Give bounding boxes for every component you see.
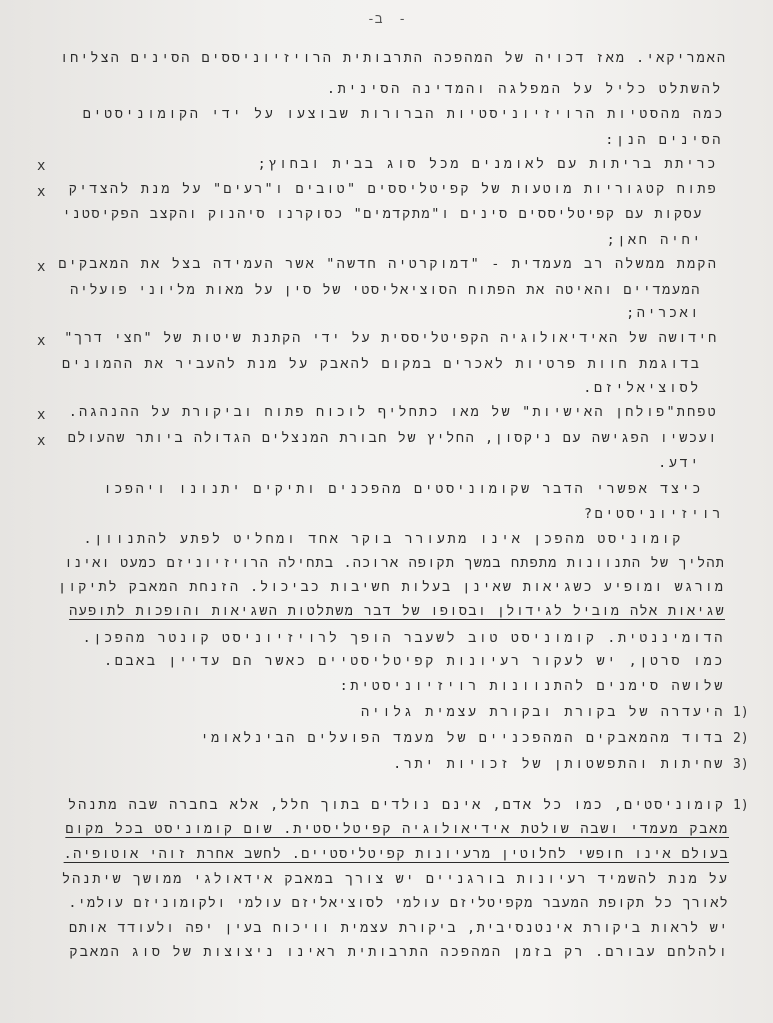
underlined-line: שגיאות אלה מוביל לגידולן ובסופו של דבר משתלטות השגיאות והופכות לתופעה (69, 603, 725, 619)
text-line: פתוח קטגוריות מוטעות של קפיטליססים "טובים ו"רעים" על מנת להצדיק (68, 181, 718, 197)
text-line: טפחת"פולחן האישיות" של מאו כתחליף לוכוח פתוח וביקורת על ההנהגה. (68, 404, 718, 420)
text-line: שלושה סימנים להתנוונות רויזיוניסטית: (339, 678, 725, 694)
text-line: לסוציאליזם. (583, 380, 701, 396)
bullet-marker: x (37, 259, 46, 275)
bullet-marker: x (37, 433, 46, 449)
text-line: קומוניסט מהפכן אינו מתעורר בוקר אחד ומחליט לפתע להתנוון. (83, 531, 683, 547)
text-line: להשתלט כליל על המפלגה והמדינה הסינית. (326, 81, 723, 97)
text-line: בדוד מהמאבקים המהפכניים של מעמד הפועלים הבינלאומי (200, 730, 725, 746)
text-line: קומוניסטים, כמו כל אדם, אינם נולדים בתוך חלל, אלא בחברה שבה מתנהל (68, 797, 725, 813)
text-line: יחיה חאן; (606, 232, 703, 248)
bullet-marker: x (37, 184, 46, 200)
text-line: חידושה של האידיאולוגיה הקפיטליססית על ידי הקתנת שיטות של "חצי דרך" (64, 330, 718, 346)
list-number: 1) (733, 705, 749, 720)
list-number: 1) (733, 798, 749, 813)
text-line: כמו סרטן, יש לעקור רעיונות קפיטליסטיים כאשר הם עדיין באבם. (104, 653, 725, 669)
bullet-marker: x (37, 158, 46, 174)
text-line: היעדרה של בקורת ובקורת עצמית גלויה (361, 704, 725, 720)
text-line: הסינים הנן: (605, 132, 723, 148)
text-line: תהליך של התנוונות מתפתח במשך תקופה ארוכה. בתחילה הרויזיוניזם כמעט ואינו (64, 555, 725, 571)
text-line: על מנת להשמיד רעיונות בורגניים יש צורך במאבק אידאולגי ממושך שיתנהל (62, 871, 729, 887)
text-line: ידע. (658, 455, 701, 471)
text-line: שחיתות והתפשטותן של זכויות יתר. (393, 756, 725, 772)
bullet-marker: x (37, 407, 46, 423)
text-line: לאורך כל תקופת המעבר מקפיטליזם עולמי לסוציאליזם עולמי ולקומוניזם עולמי. (68, 895, 729, 911)
text-line: רויזיוניסטים? (583, 506, 723, 522)
bullet-marker: x (37, 333, 46, 349)
text-line: עסקות עם קפיטליססים סינים ו"מתקדמים" כסוקרנו סיהנוק והקצב הפקיסטני (62, 206, 703, 222)
text-line: בדוגמת חוות פרטיות לאכרים במקום להאבק על מנת להעביר את ההמונים (62, 356, 701, 372)
list-number: 2) (733, 731, 749, 746)
page-marker: -‏ ב - (366, 12, 407, 27)
text-line: כריתת בריתות עם לאומנים מכל סוג בבית ובחוץ; (257, 156, 718, 172)
underlined-line: מאבק מעמדי ושבה שולטת אידיאולוגיה קפיטליסטית. שום קומוניסט בכל מקום (65, 821, 729, 837)
text-line: הקמת ממשלה רב מעמדית - "דמוקרטיה חדשה" אשר העמידה בצל את המאבקים (58, 256, 718, 272)
text-line: יש לראות ביקורת אינטנסיבית, ביקורת עצמית וויכוח בעין יפה ולעודד אותם (69, 920, 729, 936)
text-line: מורגש ומופיע כשגיאות שאינן בעלות חשיבות כביכול. הזנחת המאבק לתיקון (58, 579, 725, 595)
text-line: כיצד אפשרי הדבר שקומוניסטים מהפכנים ותיקים יתנונו ויהפכו (103, 481, 703, 497)
underlined-line: בעולם אינו חופשי לחלוטין מרעיונות קפיטליסטיים. לחשב אחרת זוהי אוטופיה. (63, 846, 729, 862)
text-line: ולהלחם עבורם. רק בזמן המהפכה התרבותית ראינו ניצוצות של סוג המאבק (69, 944, 729, 960)
text-line: ועכשיו הפגישה עם ניקסון, החליץ של חבורת המנצלים הגדולה ביותר שהעולם (67, 430, 718, 446)
text-line: המעמדיים והאיטה את הפתוח הסוציאליסטי של סין על מאות מליוני פועליה (70, 282, 701, 298)
text-line: כמה מהסטיות הרויזיוניסטיות הברורות שבוצעו על ידי הקומוניסטים (82, 106, 725, 122)
text-line: הדומיננטית. קומוניסט טוב לשעבר הופך לרויזיוניסט קונטר מהפכן. (82, 630, 725, 646)
text-line: האמריקאי. מאז דכויה של המהפכה התרבותית הרויזיוניססים הסינים הצליחו (60, 50, 727, 66)
list-number: 3) (733, 757, 749, 772)
text-line: ואכריה; (626, 305, 701, 321)
